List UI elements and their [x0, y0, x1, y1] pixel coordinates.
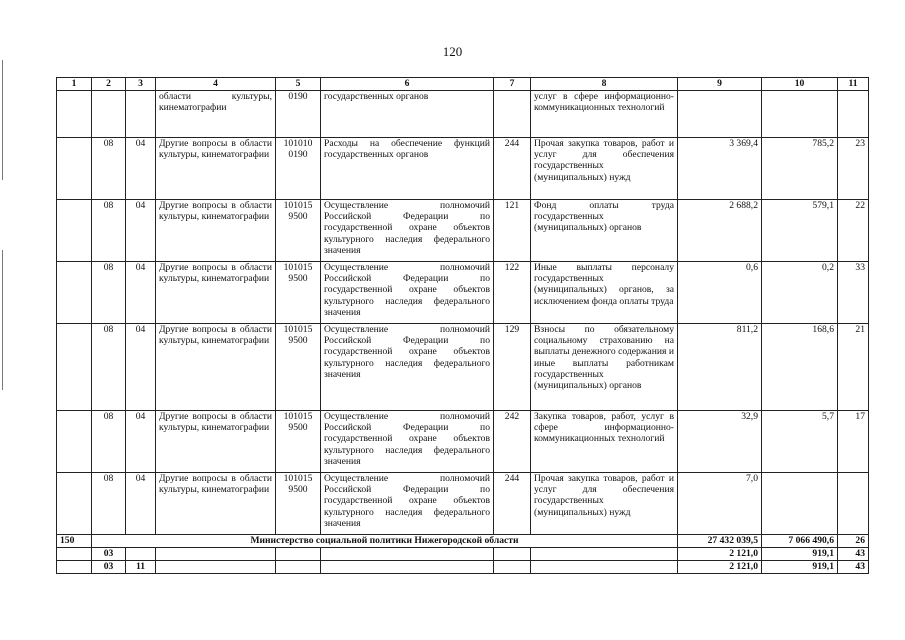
subsection-code — [126, 548, 156, 561]
column-header: 5 — [276, 78, 321, 91]
execution-percent: 21 — [838, 324, 869, 411]
column-header: 7 — [494, 78, 531, 91]
expense-type-name: Прочая закупка товаров, работ и услуг для обеспечения государственных (муниципальных) нужд — [531, 138, 678, 200]
execution-percent: 33 — [838, 262, 869, 324]
execution-percent: 26 — [838, 535, 869, 548]
target-article-code: 101015 9500 — [276, 262, 321, 324]
column-header: 6 — [321, 78, 494, 91]
empty-cell — [494, 548, 531, 561]
column-header: 2 — [92, 78, 126, 91]
subsection-name: Другие вопросы в области культуры, кинематографии — [156, 138, 276, 200]
subsection-name: Другие вопросы в области культуры, кинематографии — [156, 411, 276, 473]
target-article-name: Расходы на обеспечение функций государственных органов — [321, 138, 494, 200]
scan-edge-mark — [2, 250, 3, 390]
executed-amount: 5,7 — [762, 411, 838, 473]
table-row — [57, 262, 869, 324]
table-row — [57, 473, 869, 535]
executed-amount: 168,6 — [762, 324, 838, 411]
expense-type-code: 129 — [494, 324, 531, 411]
section-subtotal-row — [57, 548, 869, 561]
empty-cell — [321, 548, 494, 561]
target-article-code: 0190 — [276, 91, 321, 138]
table-row — [57, 324, 869, 411]
target-article-name: государственных органов — [321, 91, 494, 138]
expense-type-code: 121 — [494, 200, 531, 262]
subsection-subtotal-row — [57, 561, 869, 574]
executed-amount: 919,1 — [762, 561, 838, 574]
target-article-name: Осуществление полномочий Российской Федерации по государственной охране объектов культурного наследия федерального значения — [321, 324, 494, 411]
section-code: 08 — [92, 473, 126, 535]
executed-amount: 0,2 — [762, 262, 838, 324]
empty-cell — [57, 548, 92, 561]
executed-amount — [762, 91, 838, 138]
empty-cell — [156, 548, 276, 561]
row-index — [57, 200, 92, 262]
subsection-code: 04 — [126, 324, 156, 411]
executed-amount: 785,2 — [762, 138, 838, 200]
column-header: 10 — [762, 78, 838, 91]
empty-cell — [531, 548, 678, 561]
row-index — [57, 411, 92, 473]
subsection-name: Другие вопросы в области культуры, кинематографии — [156, 200, 276, 262]
execution-percent — [838, 473, 869, 535]
empty-cell — [276, 561, 321, 574]
row-index — [57, 138, 92, 200]
subsection-code — [126, 91, 156, 138]
row-index — [57, 324, 92, 411]
subsection-name: области культуры, кинематографии — [156, 91, 276, 138]
planned-amount: 0,6 — [678, 262, 762, 324]
executed-amount: 579,1 — [762, 200, 838, 262]
planned-amount: 32,9 — [678, 411, 762, 473]
column-header: 3 — [126, 78, 156, 91]
empty-cell — [321, 561, 494, 574]
table-row — [57, 138, 869, 200]
column-header: 8 — [531, 78, 678, 91]
subsection-code: 04 — [126, 262, 156, 324]
expense-type-code: 242 — [494, 411, 531, 473]
subsection-code: 04 — [126, 200, 156, 262]
column-header: 9 — [678, 78, 762, 91]
section-code: 08 — [92, 262, 126, 324]
subsection-code: 04 — [126, 411, 156, 473]
planned-amount — [678, 91, 762, 138]
planned-amount: 7,0 — [678, 473, 762, 535]
empty-cell — [156, 561, 276, 574]
section-code: 08 — [92, 411, 126, 473]
table-row — [57, 411, 869, 473]
empty-cell — [57, 561, 92, 574]
row-index — [57, 473, 92, 535]
planned-amount: 2 121,0 — [678, 548, 762, 561]
execution-percent: 43 — [838, 561, 869, 574]
column-header: 1 — [57, 78, 92, 91]
expense-type-name: Прочая закупка товаров, работ и услуг для обеспечения государственных (муниципальных) нужд — [531, 473, 678, 535]
subsection-code: 11 — [126, 561, 156, 574]
expense-type-code: 244 — [494, 473, 531, 535]
column-header: 11 — [838, 78, 869, 91]
target-article-name: Осуществление полномочий Российской Федерации по государственной охране объектов культурного наследия федерального значения — [321, 411, 494, 473]
section-code: 08 — [92, 324, 126, 411]
empty-cell — [531, 561, 678, 574]
row-index — [57, 262, 92, 324]
subsection-name: Другие вопросы в области культуры, кинематографии — [156, 473, 276, 535]
page-number: 120 — [442, 44, 463, 59]
column-number-header — [57, 78, 869, 91]
section-code — [92, 91, 126, 138]
subsection-code: 04 — [126, 138, 156, 200]
target-article-code: 101015 9500 — [276, 473, 321, 535]
planned-amount: 2 121,0 — [678, 561, 762, 574]
expense-type-name: Закупка товаров, работ, услуг в сфере информационно-коммуникационных технологий — [531, 411, 678, 473]
section-code: 03 — [92, 548, 126, 561]
expense-type-name: Фонд оплаты труда государственных (муниципальных) органов — [531, 200, 678, 262]
target-article-name: Осуществление полномочий Российской Федерации по государственной охране объектов культурного наследия федерального значения — [321, 262, 494, 324]
execution-percent: 22 — [838, 200, 869, 262]
target-article-code: 101015 9500 — [276, 200, 321, 262]
execution-percent: 23 — [838, 138, 869, 200]
target-article-code: 101015 9500 — [276, 324, 321, 411]
expense-type-code — [494, 91, 531, 138]
row-index — [57, 91, 92, 138]
expense-type-name: услуг в сфере информационно-коммуникационных технологий — [531, 91, 678, 138]
execution-percent: 43 — [838, 548, 869, 561]
planned-amount: 811,2 — [678, 324, 762, 411]
ministry-total-row — [57, 535, 869, 548]
execution-percent — [838, 91, 869, 138]
ministry-name: Министерство социальной политики Нижегородской области — [92, 535, 678, 548]
expense-type-code: 244 — [494, 138, 531, 200]
planned-amount: 3 369,4 — [678, 138, 762, 200]
expense-type-code: 122 — [494, 262, 531, 324]
target-article-name: Осуществление полномочий Российской Федерации по государственной охране объектов культурного наследия федерального значения — [321, 200, 494, 262]
column-header: 4 — [156, 78, 276, 91]
subsection-name: Другие вопросы в области культуры, кинематографии — [156, 262, 276, 324]
subsection-name: Другие вопросы в области культуры, кинематографии — [156, 324, 276, 411]
table-row — [57, 91, 869, 138]
section-code: 08 — [92, 200, 126, 262]
planned-amount: 27 432 039,5 — [678, 535, 762, 548]
table-row — [57, 200, 869, 262]
executed-amount — [762, 473, 838, 535]
target-article-code: 101010 0190 — [276, 138, 321, 200]
execution-percent: 17 — [838, 411, 869, 473]
section-code: 03 — [92, 561, 126, 574]
expense-type-name: Иные выплаты персоналу государственных (муниципальных) органов, за исключением фонда оплаты труда — [531, 262, 678, 324]
scan-edge-mark — [2, 60, 3, 180]
executed-amount: 7 066 490,6 — [762, 535, 838, 548]
budget-table — [56, 77, 869, 574]
planned-amount: 2 688,2 — [678, 200, 762, 262]
target-article-name: Осуществление полномочий Российской Федерации по государственной охране объектов культурного наследия федерального значения — [321, 473, 494, 535]
expense-type-name: Взносы по обязательному социальному страхованию на выплаты денежного содержания и иные выплаты работникам государственных (муниципальных) органов — [531, 324, 678, 411]
section-code: 08 — [92, 138, 126, 200]
executed-amount: 919,1 — [762, 548, 838, 561]
ministry-code: 150 — [57, 535, 92, 548]
subsection-code: 04 — [126, 473, 156, 535]
target-article-code: 101015 9500 — [276, 411, 321, 473]
empty-cell — [276, 548, 321, 561]
empty-cell — [494, 561, 531, 574]
